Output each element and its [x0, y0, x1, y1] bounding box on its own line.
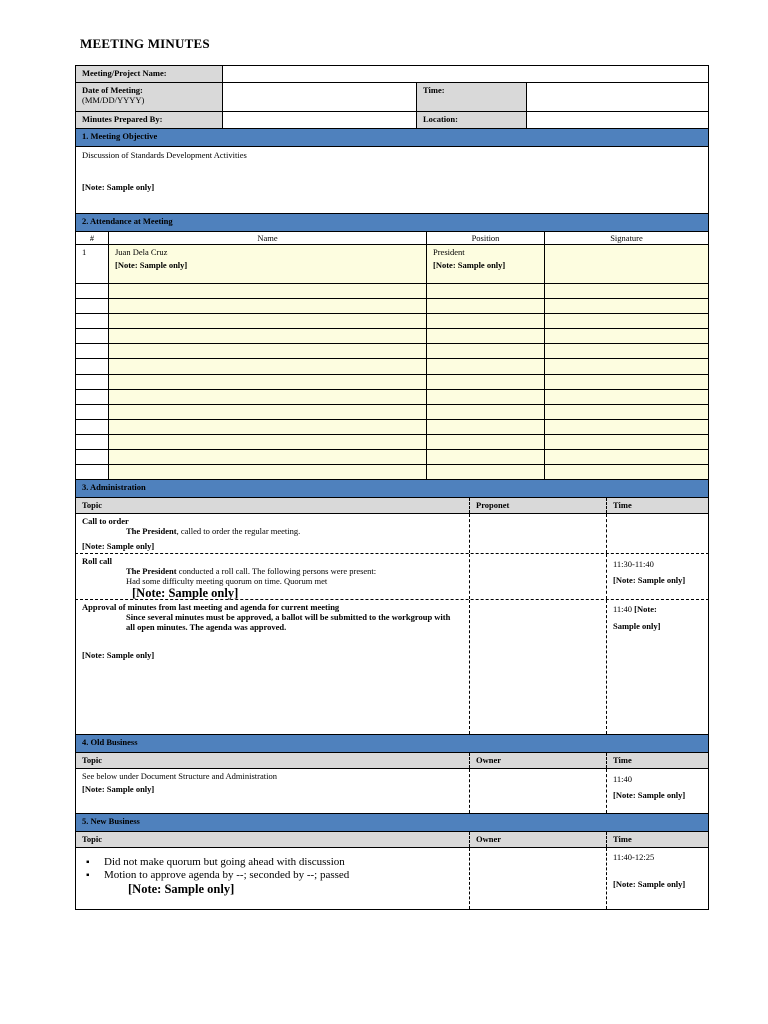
bullet-item: ▪ Did not make quorum but going ahead with discussion — [104, 856, 463, 869]
attendee-position-cell[interactable] — [427, 465, 545, 479]
admin-header-row — [75, 498, 709, 514]
admin-item-time: 11:40 — [613, 604, 633, 615]
date-label-cell — [76, 83, 223, 111]
section-objective-heading: 1. Meeting Objective — [75, 129, 709, 147]
attendee-name: Juan Dela Cruz — [115, 247, 168, 257]
project-name-field[interactable] — [223, 66, 708, 82]
attendee-number-cell — [76, 420, 109, 434]
admin-item-lead: The President — [126, 566, 177, 577]
old-time-cell[interactable] — [607, 769, 708, 813]
admin-item-body: , called to order the regular meeting. — [176, 526, 301, 537]
old-owner-cell[interactable] — [470, 769, 607, 813]
objective-text: Discussion of Standards Development Activities — [82, 150, 247, 160]
admin-topic-cell[interactable] — [76, 514, 470, 553]
attendee-position-cell[interactable] — [427, 359, 545, 373]
attendee-name-cell[interactable] — [109, 405, 427, 419]
admin-row — [75, 554, 709, 600]
attendance-empty-row — [75, 329, 709, 344]
old-business-note: [Note: Sample only] — [82, 784, 155, 795]
time-label: Time: — [417, 83, 527, 111]
attendee-position-cell[interactable] — [427, 420, 545, 434]
new-business-note: [Note: Sample only] — [128, 882, 235, 897]
attendee-name-cell[interactable] — [109, 344, 427, 358]
new-business-bullets — [82, 856, 463, 882]
attendee-signature-cell[interactable] — [545, 405, 708, 419]
attendee-number-cell — [76, 359, 109, 373]
header-row-project — [75, 65, 709, 83]
attendee-name-cell[interactable] — [109, 435, 427, 449]
old-business-text: See below under Document Structure and Administration — [82, 771, 277, 782]
attendee-position-cell[interactable] — [427, 245, 545, 283]
attendee-signature-cell[interactable] — [545, 344, 708, 358]
objective-note: [Note: Sample only] — [82, 182, 155, 192]
bullet-item: ▪ Motion to approve agenda by --; seconded by --; passed — [104, 869, 463, 882]
old-col-topic: Topic — [76, 753, 470, 768]
attendee-signature-cell[interactable] — [545, 390, 708, 404]
attendee-position-cell[interactable] — [427, 329, 545, 343]
admin-col-proponent: Proponet — [470, 498, 607, 513]
new-col-time: Time — [613, 834, 632, 845]
time-field[interactable] — [527, 83, 708, 111]
section-administration-heading: 3. Administration — [75, 480, 709, 498]
attendee-signature-cell[interactable] — [545, 375, 708, 389]
attendance-empty-row — [75, 284, 709, 299]
prepared-by-field[interactable] — [223, 112, 417, 128]
attendee-name-cell[interactable] — [109, 375, 427, 389]
admin-time-cell[interactable] — [607, 600, 708, 734]
attendee-name-cell[interactable] — [109, 465, 427, 479]
old-business-row — [75, 769, 709, 814]
new-business-row — [75, 848, 709, 910]
attendee-position-cell[interactable] — [427, 299, 545, 313]
attendee-signature-cell[interactable] — [545, 465, 708, 479]
admin-row — [75, 600, 709, 735]
attendee-number-cell — [76, 299, 109, 313]
admin-item-title: Call to order — [82, 516, 129, 527]
new-business-time-note: [Note: Sample only] — [613, 879, 686, 890]
col-number: # — [76, 232, 109, 244]
col-name: Name — [109, 232, 427, 244]
attendance-empty-row — [75, 299, 709, 314]
admin-col-time: Time — [613, 500, 632, 511]
attendance-empty-row — [75, 420, 709, 435]
new-col-topic: Topic — [76, 832, 470, 847]
admin-item-time-note-b: Sample only] — [613, 621, 661, 632]
attendee-number-cell — [76, 435, 109, 449]
admin-item-note: [Note: Sample only] — [82, 650, 155, 661]
admin-item-lead: The President — [126, 526, 177, 537]
attendee-number-cell — [76, 314, 109, 328]
old-col-time: Time — [613, 755, 632, 766]
new-col-owner: Owner — [470, 832, 607, 847]
header-row-prepared — [75, 112, 709, 129]
attendee-number-cell — [76, 284, 109, 298]
old-col-owner: Owner — [470, 753, 607, 768]
minutes-form — [75, 65, 709, 910]
objective-cell[interactable] — [76, 147, 708, 213]
attendee-number-cell — [76, 390, 109, 404]
attendee-name-cell[interactable] — [109, 299, 427, 313]
section-new-business-heading: 5. New Business — [75, 814, 709, 832]
attendee-number-cell — [76, 450, 109, 464]
attendee-position-cell[interactable] — [427, 375, 545, 389]
admin-col-topic: Topic — [76, 498, 470, 513]
attendee-signature-cell[interactable] — [545, 284, 708, 298]
admin-item-title: Approval of minutes from last meeting and agenda for current meeting — [82, 602, 340, 613]
admin-topic-cell[interactable] — [76, 554, 470, 599]
col-position: Position — [427, 232, 545, 244]
attendance-empty-row — [75, 314, 709, 329]
admin-proponent-cell[interactable] — [470, 554, 607, 599]
attendee-position-cell[interactable] — [427, 344, 545, 358]
attendee-position-cell[interactable] — [427, 435, 545, 449]
attendee-signature-cell[interactable] — [545, 359, 708, 373]
attendance-empty-row — [75, 390, 709, 405]
admin-item-body2: Had some difficulty meeting quorum on time. Quorum met — [126, 576, 328, 587]
section-old-business-heading: 4. Old Business — [75, 735, 709, 753]
attendee-position-cell[interactable] — [427, 314, 545, 328]
attendee-name-cell[interactable] — [109, 314, 427, 328]
attendee-number-cell — [76, 405, 109, 419]
admin-item-time-note: [Note: Sample only] — [613, 575, 686, 586]
old-business-header-row — [75, 753, 709, 769]
attendance-empty-rows — [75, 284, 709, 480]
col-signature: Signature — [610, 233, 643, 243]
attendee-name-cell[interactable] — [109, 284, 427, 298]
admin-item-time: 11:30-11:40 — [613, 559, 654, 570]
attendance-row — [75, 245, 709, 284]
attendee-signature-cell[interactable] — [545, 420, 708, 434]
attendance-empty-row — [75, 375, 709, 390]
attendance-empty-row — [75, 344, 709, 359]
admin-item-note: [Note: Sample only] — [132, 586, 239, 601]
new-time-cell[interactable] — [607, 848, 708, 909]
attendee-position-cell[interactable] — [427, 284, 545, 298]
admin-item-time-note-a: [Note: — [634, 604, 657, 615]
attendee-position: President — [433, 247, 465, 257]
attendance-empty-row — [75, 450, 709, 465]
attendee-number-cell — [76, 375, 109, 389]
attendee-name-cell[interactable] — [109, 329, 427, 343]
attendee-signature-cell[interactable] — [545, 314, 708, 328]
admin-item-title: Roll call — [82, 556, 112, 567]
attendee-position-cell[interactable] — [427, 450, 545, 464]
attendee-name-note: [Note: Sample only] — [115, 260, 188, 270]
old-business-time: 11:40 — [613, 774, 633, 785]
admin-item-body: conducted a roll call. The following persons were present: — [176, 566, 377, 577]
attendee-signature-cell[interactable] — [545, 329, 708, 343]
attendance-empty-row — [75, 359, 709, 374]
admin-topic-cell[interactable] — [76, 600, 470, 734]
admin-time-cell[interactable] — [607, 554, 708, 599]
attendee-number-cell — [76, 344, 109, 358]
section-attendance-heading: 2. Attendance at Meeting — [75, 214, 709, 232]
attendee-name-cell[interactable] — [109, 245, 427, 283]
attendee-position-cell[interactable] — [427, 405, 545, 419]
admin-proponent-cell[interactable] — [470, 600, 607, 734]
new-owner-cell[interactable] — [470, 848, 607, 909]
attendee-signature-cell[interactable] — [545, 299, 708, 313]
attendance-empty-row — [75, 465, 709, 480]
attendee-signature-cell[interactable] — [545, 245, 708, 283]
attendee-position-note: [Note: Sample only] — [433, 260, 506, 270]
attendee-signature-cell[interactable] — [545, 450, 708, 464]
location-label: Location: — [417, 112, 527, 128]
attendee-name-cell[interactable] — [109, 420, 427, 434]
new-topic-cell[interactable] — [76, 848, 470, 909]
attendee-signature-cell[interactable] — [545, 435, 708, 449]
attendance-empty-row — [75, 405, 709, 420]
attendee-number-cell — [76, 329, 109, 343]
attendee-name-cell[interactable] — [109, 390, 427, 404]
attendee-position-cell[interactable] — [427, 390, 545, 404]
admin-item-note: [Note: Sample only] — [82, 541, 155, 552]
admin-proponent-cell[interactable] — [470, 514, 607, 553]
objective-body — [75, 147, 709, 214]
page-title: MEETING MINUTES — [80, 36, 210, 51]
date-label: Date of Meeting: — [82, 85, 143, 95]
admin-row — [75, 514, 709, 554]
date-field[interactable] — [223, 83, 417, 111]
location-field[interactable] — [527, 112, 708, 128]
project-name-label: Meeting/Project Name: — [76, 66, 223, 82]
attendee-name-cell[interactable] — [109, 450, 427, 464]
date-format: (MM/DD/YYYY) — [82, 95, 145, 105]
attendance-header-row — [75, 232, 709, 245]
old-business-time-note: [Note: Sample only] — [613, 790, 686, 801]
old-topic-cell[interactable] — [76, 769, 470, 813]
admin-item-body: Since several minutes must be approved, a ballot will be submitted to the workgroup with all open minutes. The agenda was approved. — [126, 612, 451, 633]
new-business-time: 11:40-12:25 — [613, 852, 655, 863]
new-business-header-row — [75, 832, 709, 848]
attendance-empty-row — [75, 435, 709, 450]
attendee-number: 1 — [76, 245, 109, 283]
prepared-by-label: Minutes Prepared By: — [76, 112, 223, 128]
attendee-name-cell[interactable] — [109, 359, 427, 373]
header-row-date — [75, 83, 709, 112]
admin-time-cell[interactable] — [607, 514, 708, 553]
attendee-number-cell — [76, 465, 109, 479]
